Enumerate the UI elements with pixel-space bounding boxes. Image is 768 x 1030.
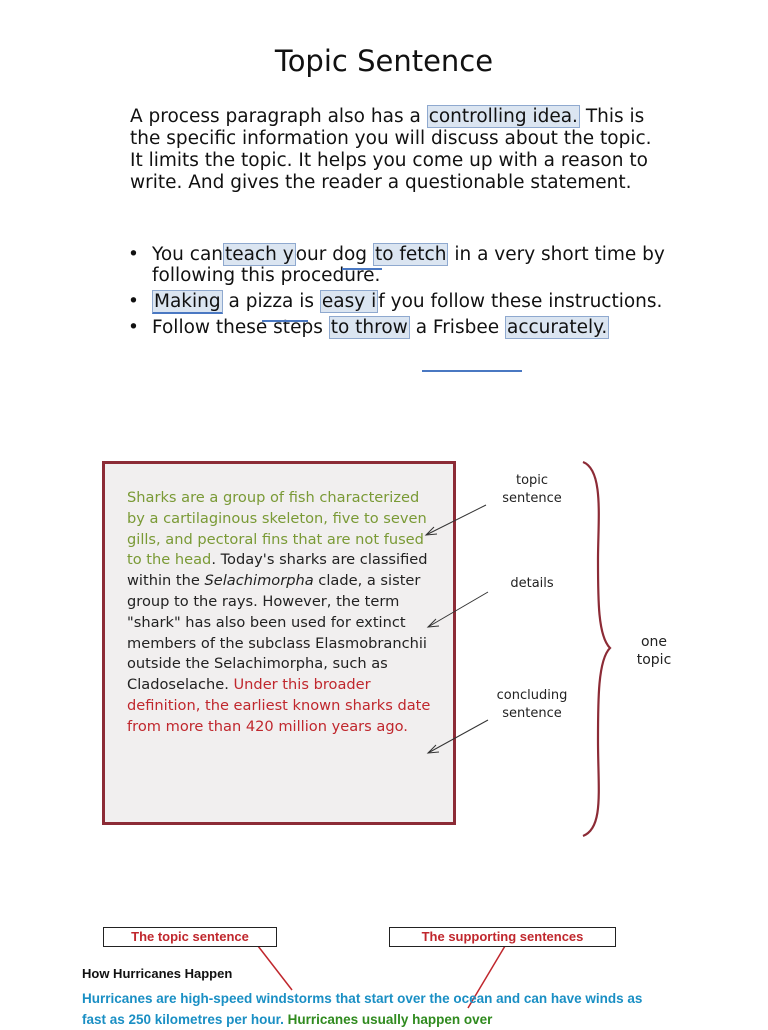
- text: Follow these steps: [152, 317, 329, 338]
- highlight: teach y: [225, 244, 294, 265]
- highlight: Making: [154, 291, 221, 312]
- arrow-concluding-icon: [428, 720, 488, 753]
- text: a Frisbee: [409, 317, 505, 338]
- details-text: . Today's sharks are classified within the: [127, 551, 428, 590]
- highlight: easy i: [321, 291, 377, 312]
- text: our dog: [295, 244, 373, 265]
- hurricane-supporting-sentence: Hurricanes usually happen over: [283, 1012, 493, 1027]
- highlight: accurately.: [506, 317, 608, 338]
- arrow-details-icon: [428, 592, 488, 627]
- intro-text-start: A process paragraph also has a: [130, 106, 427, 127]
- text: in a very short time by following this procedure.: [152, 244, 665, 286]
- highlight: to fetch: [374, 244, 447, 265]
- connector-topic-icon: [258, 946, 292, 990]
- tag-supporting-sentences: The supporting sentences: [389, 927, 616, 947]
- label-concluding-sentence: concluding sentence: [496, 688, 568, 721]
- text: f you follow these instructions.: [378, 291, 663, 312]
- details-italic: Selachimorpha: [204, 572, 314, 590]
- arrowhead-icon: [428, 619, 439, 627]
- intro-text-end: This is the specific information you will discuss about the topic. It limits the topic. It helps you come up with a reason to write. And gives the reader a questionable statement.: [130, 106, 652, 193]
- highlight-controlling-idea: controlling idea.: [428, 106, 578, 127]
- hurricane-heading: How Hurricanes Happen: [82, 966, 233, 981]
- details-text-2: clade, a sister group to the rays. However, the term "shark" has also been used for extinct members of the subclass Elasmobranchii outside the Selachimorpha, such as Cladoselache.: [127, 572, 427, 694]
- arrow-topic-icon: [426, 505, 486, 535]
- page-title: Topic Sentence: [274, 44, 494, 78]
- hurricane-topic-sentence: Hurricanes are high-speed windstorms that start over the ocean and can have winds as fast as 250 kilometres per hour.: [82, 991, 643, 1027]
- label-one-topic: one topic: [636, 634, 672, 668]
- text: You can: [152, 244, 224, 265]
- tag-topic-sentence: The topic sentence: [103, 927, 277, 947]
- brace-icon: [583, 462, 610, 836]
- arrowhead-icon: [426, 527, 437, 535]
- highlight: to throw: [330, 317, 408, 338]
- arrowhead-icon: [428, 745, 439, 753]
- label-topic-sentence: topic sentence: [502, 473, 562, 506]
- label-details: details: [510, 576, 554, 591]
- concluding-sentence-text: Under this broader definition, the earliest known sharks date from more than 420 million years ago.: [127, 676, 431, 735]
- text: a pizza is: [222, 291, 320, 312]
- topic-sentence-text: Sharks are a group of fish characterized by a cartilaginous skeleton, five to seven gills, and pectoral fins that are not fused to the head: [127, 489, 427, 569]
